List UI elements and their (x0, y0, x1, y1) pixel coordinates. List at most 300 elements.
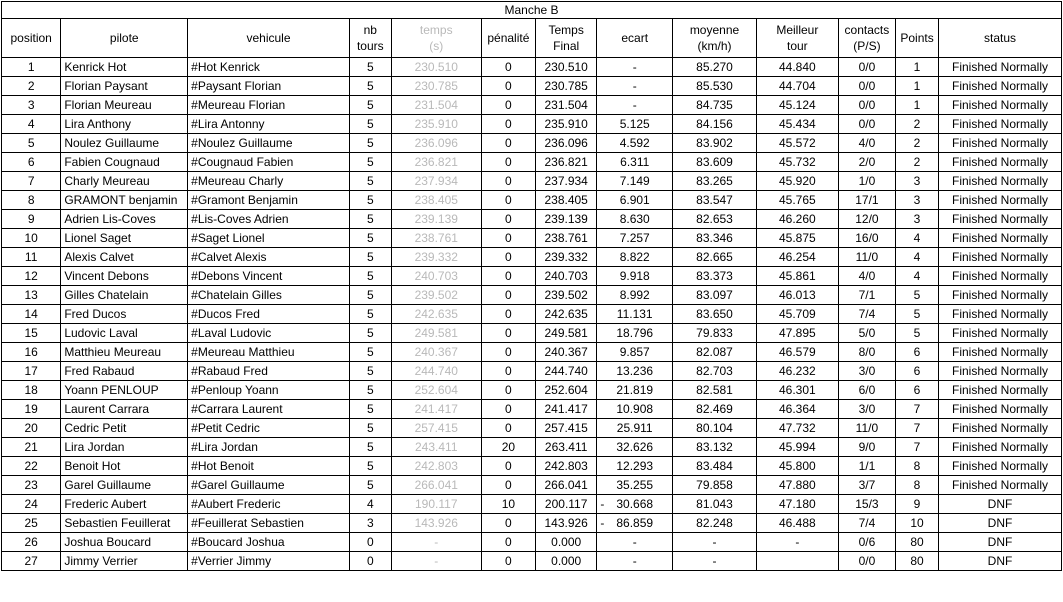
cell-contacts: 7/4 (838, 514, 895, 533)
cell-penalite: 0 (481, 362, 535, 381)
cell-contacts: 16/0 (838, 229, 895, 248)
table-row (2, 419, 1062, 438)
cell-moyenne: 83.547 (673, 191, 757, 210)
cell-points: 80 (896, 552, 939, 571)
cell-meilleur-tour: 45.434 (756, 115, 838, 134)
cell-moyenne: - (673, 552, 757, 571)
cell-meilleur-tour: 46.260 (756, 210, 838, 229)
cell-meilleur-tour: 47.895 (756, 324, 838, 343)
table-row (2, 286, 1062, 305)
cell-temps: 230.785 (391, 77, 481, 96)
cell-meilleur-tour: 45.572 (756, 134, 838, 153)
table-row (2, 495, 1062, 514)
cell-pilote: Noulez Guillaume (61, 134, 188, 153)
cell-penalite: 0 (481, 77, 535, 96)
cell-temps: 242.635 (391, 305, 481, 324)
cell-penalite: 0 (481, 400, 535, 419)
cell-position: 18 (2, 381, 61, 400)
cell-moyenne: 84.735 (673, 96, 757, 115)
cell-penalite: 0 (481, 305, 535, 324)
cell-meilleur-tour: 45.765 (756, 191, 838, 210)
cell-penalite: 20 (481, 438, 535, 457)
cell-points: 2 (896, 115, 939, 134)
cell-status: Finished Normally (939, 172, 1062, 191)
ecart-value: 8.630 (619, 212, 650, 226)
cell-points: 7 (896, 400, 939, 419)
cell-moyenne: 82.469 (673, 400, 757, 419)
cell-meilleur-tour: - (756, 533, 838, 552)
cell-ecart (597, 77, 673, 96)
ecart-value: 6.311 (620, 155, 650, 169)
cell-contacts: 17/1 (838, 191, 895, 210)
cell-points: 1 (896, 58, 939, 77)
cell-nb-tours: 5 (349, 153, 391, 172)
cell-contacts: 7/1 (838, 286, 895, 305)
cell-status: Finished Normally (939, 96, 1062, 115)
table-row (2, 191, 1062, 210)
cell-status: Finished Normally (939, 286, 1062, 305)
cell-status: Finished Normally (939, 362, 1062, 381)
cell-ecart (597, 248, 673, 267)
cell-contacts: 0/0 (838, 77, 895, 96)
cell-position: 7 (2, 172, 61, 191)
cell-position: 25 (2, 514, 61, 533)
cell-temps-final: 200.117 (535, 495, 596, 514)
header-moyenne: moyenne (km/h) (673, 19, 757, 58)
cell-vehicule: #Rabaud Fred (188, 362, 350, 381)
cell-meilleur-tour: 47.732 (756, 419, 838, 438)
ecart-value: 21.819 (616, 383, 654, 397)
cell-ecart (597, 58, 673, 77)
cell-temps: - (391, 552, 481, 571)
cell-vehicule: #Carrara Laurent (188, 400, 350, 419)
cell-temps: 236.096 (391, 134, 481, 153)
cell-ecart (597, 457, 673, 476)
cell-pilote: Florian Paysant (61, 77, 188, 96)
cell-position: 4 (2, 115, 61, 134)
cell-position: 13 (2, 286, 61, 305)
header-meilleur-tour: Meilleur tour (756, 19, 838, 58)
cell-contacts: 1/1 (838, 457, 895, 476)
cell-meilleur-tour: 46.364 (756, 400, 838, 419)
cell-moyenne: 84.156 (673, 115, 757, 134)
cell-pilote: Yoann PENLOUP (61, 381, 188, 400)
cell-vehicule: #Gramont Benjamin (188, 191, 350, 210)
cell-points: 3 (896, 172, 939, 191)
cell-pilote: Charly Meureau (61, 172, 188, 191)
cell-vehicule: #Penloup Yoann (188, 381, 350, 400)
cell-position: 1 (2, 58, 61, 77)
cell-meilleur-tour: 46.232 (756, 362, 838, 381)
cell-position: 24 (2, 495, 61, 514)
cell-moyenne: 83.650 (673, 305, 757, 324)
cell-nb-tours: 5 (349, 305, 391, 324)
cell-nb-tours: 5 (349, 362, 391, 381)
cell-ecart (597, 229, 673, 248)
cell-contacts: 0/6 (838, 533, 895, 552)
cell-pilote: Cedric Petit (61, 419, 188, 438)
ecart-value: 11.131 (616, 307, 653, 321)
ecart-value: - (632, 60, 637, 74)
cell-points: 10 (896, 514, 939, 533)
cell-ecart (597, 172, 673, 191)
cell-position: 11 (2, 248, 61, 267)
cell-moyenne: 79.858 (673, 476, 757, 495)
cell-nb-tours: 5 (349, 134, 391, 153)
cell-position: 19 (2, 400, 61, 419)
cell-pilote: Benoit Hot (61, 457, 188, 476)
cell-vehicule: #Lira Antonny (188, 115, 350, 134)
cell-nb-tours: 5 (349, 324, 391, 343)
cell-contacts: 11/0 (838, 419, 895, 438)
cell-nb-tours: 5 (349, 210, 391, 229)
ecart-value: 8.822 (619, 250, 650, 264)
header-position: position (2, 19, 61, 58)
cell-ecart (597, 400, 673, 419)
cell-pilote: Fabien Cougnaud (61, 153, 188, 172)
cell-position: 22 (2, 457, 61, 476)
cell-nb-tours: 5 (349, 77, 391, 96)
cell-meilleur-tour: 44.840 (756, 58, 838, 77)
ecart-value: 12.293 (616, 459, 654, 473)
table-row (2, 343, 1062, 362)
cell-pilote: Lionel Saget (61, 229, 188, 248)
ecart-value: 18.796 (616, 326, 654, 340)
table-row (2, 305, 1062, 324)
ecart-value: 25.911 (616, 421, 653, 435)
cell-ecart (597, 305, 673, 324)
cell-contacts: 5/0 (838, 324, 895, 343)
table-row (2, 381, 1062, 400)
cell-status: DNF (939, 495, 1062, 514)
cell-pilote: Matthieu Meureau (61, 343, 188, 362)
cell-penalite: 0 (481, 476, 535, 495)
cell-ecart (597, 153, 673, 172)
cell-temps-final: 244.740 (535, 362, 596, 381)
cell-vehicule: #Garel Guillaume (188, 476, 350, 495)
cell-temps-final: 239.502 (535, 286, 596, 305)
cell-temps: 238.405 (391, 191, 481, 210)
cell-moyenne: 83.609 (673, 153, 757, 172)
cell-vehicule: #Calvet Alexis (188, 248, 350, 267)
cell-penalite: 0 (481, 172, 535, 191)
ecart-value: 35.255 (616, 478, 654, 492)
cell-ecart (597, 210, 673, 229)
cell-temps-final: 238.761 (535, 229, 596, 248)
cell-points: 3 (896, 191, 939, 210)
cell-temps-final: 230.510 (535, 58, 596, 77)
cell-meilleur-tour: 46.254 (756, 248, 838, 267)
cell-vehicule: #Meureau Matthieu (188, 343, 350, 362)
cell-points: 1 (896, 96, 939, 115)
cell-contacts: 9/0 (838, 438, 895, 457)
ecart-value: 13.236 (616, 364, 654, 378)
cell-points: 9 (896, 495, 939, 514)
cell-temps-final: 235.910 (535, 115, 596, 134)
table-row (2, 476, 1062, 495)
cell-temps: 241.417 (391, 400, 481, 419)
cell-temps: 239.139 (391, 210, 481, 229)
cell-pilote: Vincent Debons (61, 267, 188, 286)
cell-nb-tours: 5 (349, 400, 391, 419)
cell-temps: 143.926 (391, 514, 481, 533)
cell-temps-final: 242.635 (535, 305, 596, 324)
cell-temps: 239.332 (391, 248, 481, 267)
cell-temps: 237.934 (391, 172, 481, 191)
cell-moyenne: 82.665 (673, 248, 757, 267)
ecart-value: - (632, 79, 637, 93)
cell-vehicule: #Meureau Florian (188, 96, 350, 115)
cell-penalite: 0 (481, 267, 535, 286)
cell-penalite: 0 (481, 248, 535, 267)
cell-moyenne: 81.043 (673, 495, 757, 514)
cell-nb-tours: 0 (349, 533, 391, 552)
cell-moyenne: 85.270 (673, 58, 757, 77)
cell-position: 14 (2, 305, 61, 324)
cell-ecart (597, 324, 673, 343)
cell-ecart (597, 533, 673, 552)
table-row (2, 77, 1062, 96)
cell-vehicule: #Saget Lionel (188, 229, 350, 248)
cell-penalite: 10 (481, 495, 535, 514)
cell-status: Finished Normally (939, 248, 1062, 267)
ecart-value: - (632, 554, 637, 568)
cell-status: Finished Normally (939, 115, 1062, 134)
cell-status: Finished Normally (939, 343, 1062, 362)
cell-contacts: 3/0 (838, 362, 895, 381)
table-row (2, 514, 1062, 533)
cell-vehicule: #Paysant Florian (188, 77, 350, 96)
cell-nb-tours: 5 (349, 343, 391, 362)
cell-meilleur-tour: 47.880 (756, 476, 838, 495)
ecart-value: 8.992 (619, 288, 650, 302)
cell-moyenne: 82.703 (673, 362, 757, 381)
table-row (2, 362, 1062, 381)
header-status: status (939, 19, 1062, 58)
cell-pilote: Sebastien Feuillerat (61, 514, 188, 533)
cell-temps-final: 263.411 (535, 438, 596, 457)
cell-penalite: 0 (481, 229, 535, 248)
cell-penalite: 0 (481, 210, 535, 229)
cell-points: 5 (896, 286, 939, 305)
cell-position: 10 (2, 229, 61, 248)
cell-points: 4 (896, 267, 939, 286)
cell-contacts: 0/0 (838, 96, 895, 115)
cell-meilleur-tour: 45.920 (756, 172, 838, 191)
cell-contacts: 4/0 (838, 134, 895, 153)
cell-ecart (597, 514, 673, 533)
cell-ecart (597, 552, 673, 571)
ecart-value: 7.257 (619, 231, 650, 245)
cell-temps-final: 236.096 (535, 134, 596, 153)
cell-moyenne: - (673, 533, 757, 552)
cell-meilleur-tour: 45.124 (756, 96, 838, 115)
cell-penalite: 0 (481, 419, 535, 438)
table-row (2, 58, 1062, 77)
header-temps: temps (s) (391, 19, 481, 58)
cell-status: Finished Normally (939, 457, 1062, 476)
cell-temps-final: 231.504 (535, 96, 596, 115)
cell-temps-final: 143.926 (535, 514, 596, 533)
cell-temps-final: 257.415 (535, 419, 596, 438)
cell-temps-final: 266.041 (535, 476, 596, 495)
cell-temps-final: 0.000 (535, 552, 596, 571)
ecart-value: 6.901 (619, 193, 650, 207)
cell-ecart (597, 381, 673, 400)
cell-position: 26 (2, 533, 61, 552)
table-row (2, 267, 1062, 286)
cell-penalite: 0 (481, 381, 535, 400)
cell-temps: 235.910 (391, 115, 481, 134)
cell-pilote: Fred Rabaud (61, 362, 188, 381)
cell-meilleur-tour: 45.709 (756, 305, 838, 324)
table-row (2, 438, 1062, 457)
cell-pilote: Alexis Calvet (61, 248, 188, 267)
cell-points: 80 (896, 533, 939, 552)
cell-temps: 240.367 (391, 343, 481, 362)
cell-penalite: 0 (481, 514, 535, 533)
header-contacts: contacts (P/S) (838, 19, 895, 58)
cell-meilleur-tour: 45.861 (756, 267, 838, 286)
header-ecart: ecart (597, 19, 673, 58)
ecart-value: - (632, 98, 637, 112)
cell-penalite: 0 (481, 153, 535, 172)
cell-temps: 230.510 (391, 58, 481, 77)
cell-position: 20 (2, 419, 61, 438)
cell-status: Finished Normally (939, 191, 1062, 210)
cell-vehicule: #Cougnaud Fabien (188, 153, 350, 172)
cell-temps: 242.803 (391, 457, 481, 476)
cell-vehicule: #Laval Ludovic (188, 324, 350, 343)
cell-ecart (597, 96, 673, 115)
cell-temps-final: 238.405 (535, 191, 596, 210)
header-vehicule: vehicule (188, 19, 350, 58)
cell-points: 4 (896, 248, 939, 267)
cell-points: 1 (896, 77, 939, 96)
ecart-value: 4.592 (619, 136, 650, 150)
cell-ecart (597, 362, 673, 381)
cell-vehicule: #Feuillerat Sebastien (188, 514, 350, 533)
cell-points: 7 (896, 438, 939, 457)
cell-meilleur-tour: 45.994 (756, 438, 838, 457)
cell-pilote: GRAMONT benjamin (61, 191, 188, 210)
cell-penalite: 0 (481, 134, 535, 153)
table-row (2, 153, 1062, 172)
cell-nb-tours: 4 (349, 495, 391, 514)
cell-status: Finished Normally (939, 381, 1062, 400)
cell-meilleur-tour: 45.800 (756, 457, 838, 476)
ecart-value: 10.908 (616, 402, 654, 416)
cell-status: Finished Normally (939, 324, 1062, 343)
cell-penalite: 0 (481, 96, 535, 115)
cell-temps: 249.581 (391, 324, 481, 343)
cell-penalite: 0 (481, 115, 535, 134)
cell-temps-final: 239.139 (535, 210, 596, 229)
table-row (2, 134, 1062, 153)
ecart-value: 86.859 (616, 516, 654, 530)
cell-pilote: Ludovic Laval (61, 324, 188, 343)
table-row (2, 229, 1062, 248)
cell-penalite: 0 (481, 533, 535, 552)
cell-position: 21 (2, 438, 61, 457)
cell-status: Finished Normally (939, 153, 1062, 172)
table-title: Manche B (2, 2, 1062, 19)
cell-status: DNF (939, 514, 1062, 533)
cell-position: 5 (2, 134, 61, 153)
cell-moyenne: 83.346 (673, 229, 757, 248)
ecart-prefix: - (600, 516, 605, 530)
cell-contacts: 12/0 (838, 210, 895, 229)
header-nb-tours: nb tours (349, 19, 391, 58)
cell-status: Finished Normally (939, 134, 1062, 153)
cell-vehicule: #Boucard Joshua (188, 533, 350, 552)
cell-moyenne: 83.265 (673, 172, 757, 191)
cell-ecart (597, 267, 673, 286)
cell-pilote: Florian Meureau (61, 96, 188, 115)
cell-temps: 239.502 (391, 286, 481, 305)
cell-status: Finished Normally (939, 400, 1062, 419)
cell-status: Finished Normally (939, 58, 1062, 77)
cell-vehicule: #Petit Cedric (188, 419, 350, 438)
cell-nb-tours: 5 (349, 286, 391, 305)
cell-nb-tours: 0 (349, 552, 391, 571)
table-row (2, 457, 1062, 476)
ecart-value: 32.626 (616, 440, 654, 454)
cell-ecart (597, 191, 673, 210)
cell-temps: 266.041 (391, 476, 481, 495)
cell-points: 8 (896, 476, 939, 495)
cell-temps-final: 240.703 (535, 267, 596, 286)
cell-pilote: Joshua Boucard (61, 533, 188, 552)
cell-status: Finished Normally (939, 267, 1062, 286)
cell-points: 2 (896, 134, 939, 153)
cell-contacts: 0/0 (838, 58, 895, 77)
ecart-value: 30.668 (616, 497, 654, 511)
ecart-value: 5.125 (619, 117, 650, 131)
table-row (2, 324, 1062, 343)
cell-temps: 231.504 (391, 96, 481, 115)
cell-moyenne: 85.530 (673, 77, 757, 96)
table-row (2, 400, 1062, 419)
cell-status: Finished Normally (939, 419, 1062, 438)
cell-vehicule: #Verrier Jimmy (188, 552, 350, 571)
cell-status: DNF (939, 552, 1062, 571)
cell-status: Finished Normally (939, 77, 1062, 96)
cell-meilleur-tour: 47.180 (756, 495, 838, 514)
cell-vehicule: #Noulez Guillaume (188, 134, 350, 153)
cell-moyenne: 79.833 (673, 324, 757, 343)
cell-ecart (597, 476, 673, 495)
cell-ecart (597, 115, 673, 134)
cell-position: 12 (2, 267, 61, 286)
cell-contacts: 2/0 (838, 153, 895, 172)
cell-nb-tours: 5 (349, 115, 391, 134)
cell-meilleur-tour: 46.488 (756, 514, 838, 533)
cell-contacts: 11/0 (838, 248, 895, 267)
cell-pilote: Lira Anthony (61, 115, 188, 134)
cell-meilleur-tour: 46.579 (756, 343, 838, 362)
table-row (2, 172, 1062, 191)
cell-position: 16 (2, 343, 61, 362)
cell-pilote: Garel Guillaume (61, 476, 188, 495)
cell-points: 8 (896, 457, 939, 476)
ecart-prefix: - (600, 497, 605, 511)
cell-position: 23 (2, 476, 61, 495)
cell-nb-tours: 5 (349, 248, 391, 267)
header-pilote: pilote (61, 19, 188, 58)
cell-nb-tours: 3 (349, 514, 391, 533)
cell-nb-tours: 5 (349, 229, 391, 248)
